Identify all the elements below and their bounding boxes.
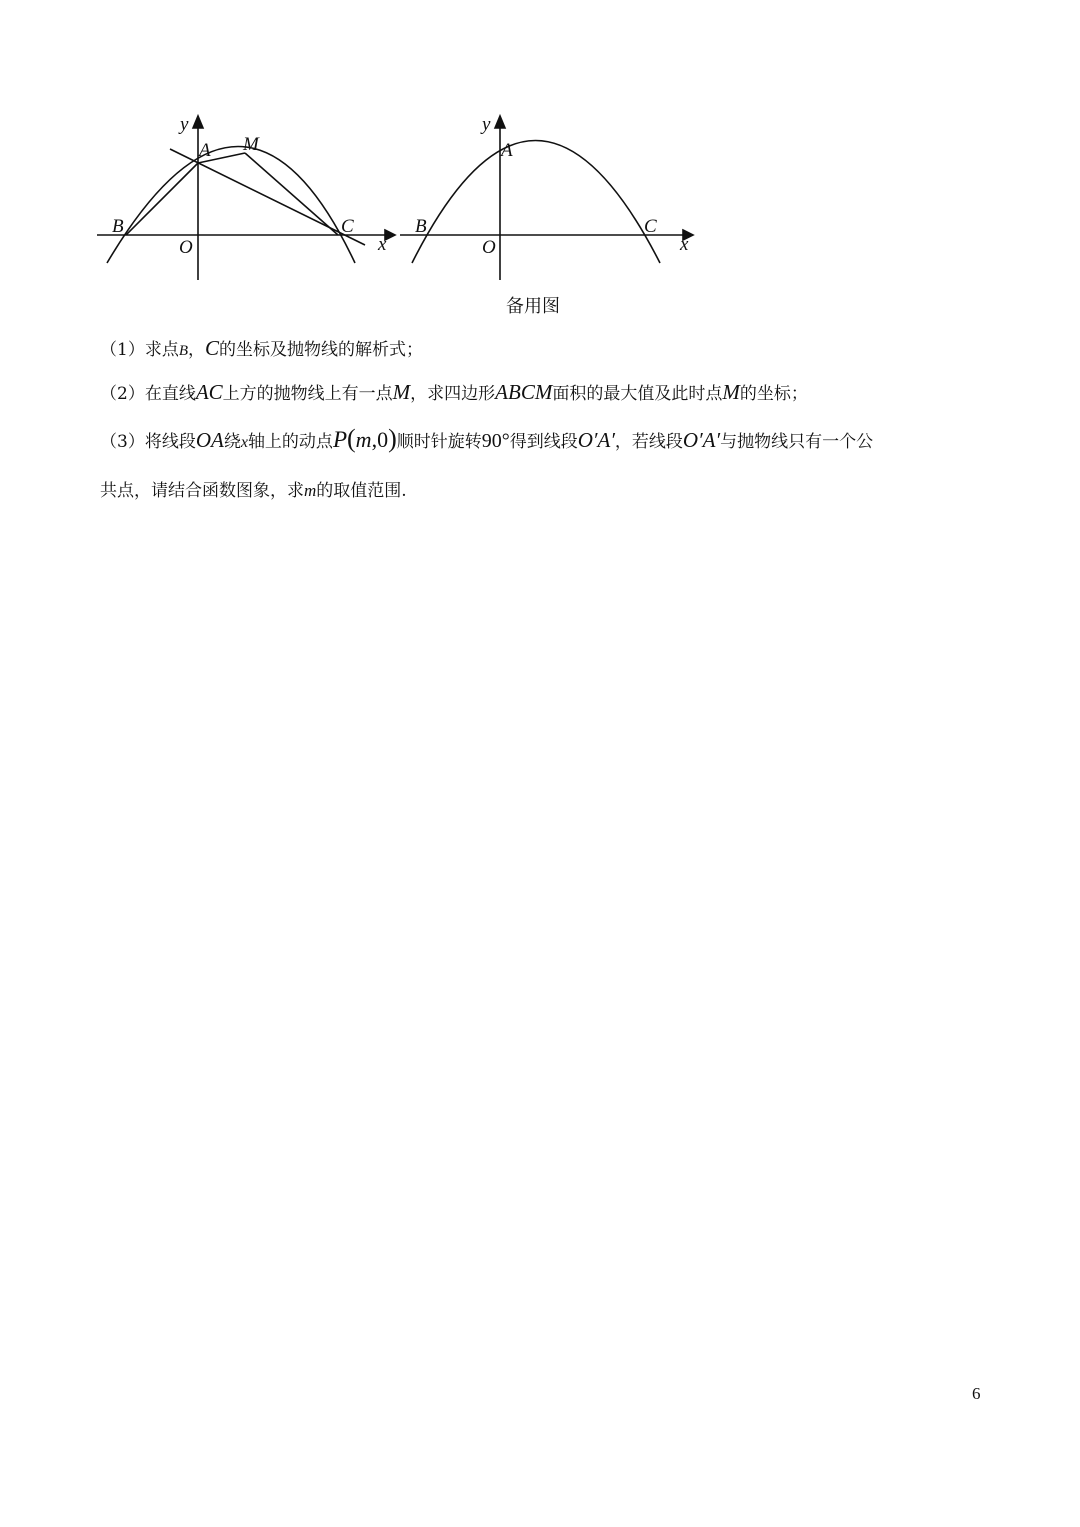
x-axis-arrow-icon xyxy=(385,230,395,240)
q3b-text-2: 的取值范围. xyxy=(316,481,407,501)
label-O: O xyxy=(179,237,193,258)
q1-prefix: （1）求点 xyxy=(100,340,179,360)
q3-var-m: m xyxy=(355,427,372,452)
label-C: C xyxy=(644,216,657,237)
figure-backup xyxy=(398,108,698,288)
y-axis-arrow-icon xyxy=(495,116,505,128)
q3-angle: 90° xyxy=(481,430,510,452)
question-2 xyxy=(100,379,808,407)
segment-MC xyxy=(245,153,338,235)
q2-quad-abcm: ABCM xyxy=(495,380,553,404)
label-y: y xyxy=(482,114,491,135)
parabola-curve xyxy=(412,141,660,264)
label-y: y xyxy=(180,114,189,135)
q1-sep: ， xyxy=(188,340,205,360)
label-A: A xyxy=(199,140,211,161)
segment-AB xyxy=(126,163,198,235)
page-number: 6 xyxy=(972,1384,981,1403)
q1-rest: 的坐标及抛物线的解析式； xyxy=(219,340,424,360)
q2-text-2: ，求四边形 xyxy=(410,384,496,404)
label-A: A xyxy=(501,140,513,161)
y-axis-arrow-icon xyxy=(193,116,203,128)
label-x: x xyxy=(680,234,689,255)
q1-point-b: B xyxy=(178,343,188,359)
q3-text-4: 得到线段 xyxy=(509,432,578,452)
q3-segment-oa: OA xyxy=(195,428,224,452)
label-B: B xyxy=(415,216,427,237)
label-M: M xyxy=(243,134,259,155)
question-1 xyxy=(100,335,423,364)
q3-point-p: P xyxy=(332,427,347,452)
q3-text-3: 顺时针旋转 xyxy=(396,432,482,452)
parabola-curve xyxy=(107,147,355,264)
q3-segment-oa-prime-2: O′A′ xyxy=(682,428,721,452)
q3-comma-zero: ,0 xyxy=(371,427,389,452)
q3-paren-right: ) xyxy=(388,424,397,453)
q2-point-m: M xyxy=(392,380,411,404)
q3b-text-1: 共点，请结合函数图象，求 xyxy=(100,481,304,501)
q3-axis-x: x xyxy=(240,434,248,451)
q2-text-1: 上方的抛物线上有一点 xyxy=(222,384,393,404)
label-B: B xyxy=(112,216,124,237)
q3-segment-oa-prime: O′A′ xyxy=(577,428,615,452)
figure-caption: 备用图 xyxy=(506,296,560,317)
q3b-var-m: m xyxy=(304,481,317,500)
label-C: C xyxy=(341,216,354,237)
q3-text-6: 与抛物线只有一个公 xyxy=(720,432,874,452)
label-O: O xyxy=(482,237,496,258)
q2-point-m2: M xyxy=(722,380,740,404)
q2-prefix: （2）在直线 xyxy=(100,384,196,404)
q3-paren-left: ( xyxy=(347,424,356,453)
figure-main xyxy=(95,108,400,288)
q3-text-2: 轴上的动点 xyxy=(247,432,333,452)
question-3-continued xyxy=(100,478,407,504)
q1-point-c: C xyxy=(205,336,220,360)
q2-text-3: 面积的最大值及此时点 xyxy=(552,384,723,404)
q2-line-ac: AC xyxy=(195,380,223,404)
q2-text-4: 的坐标； xyxy=(739,384,808,404)
q3-text-5: ，若线段 xyxy=(614,432,683,452)
q3-prefix: （3）将线段 xyxy=(100,432,196,452)
question-3 xyxy=(100,426,873,456)
q3-text-1: 绕 xyxy=(223,432,241,452)
label-x: x xyxy=(378,234,387,255)
